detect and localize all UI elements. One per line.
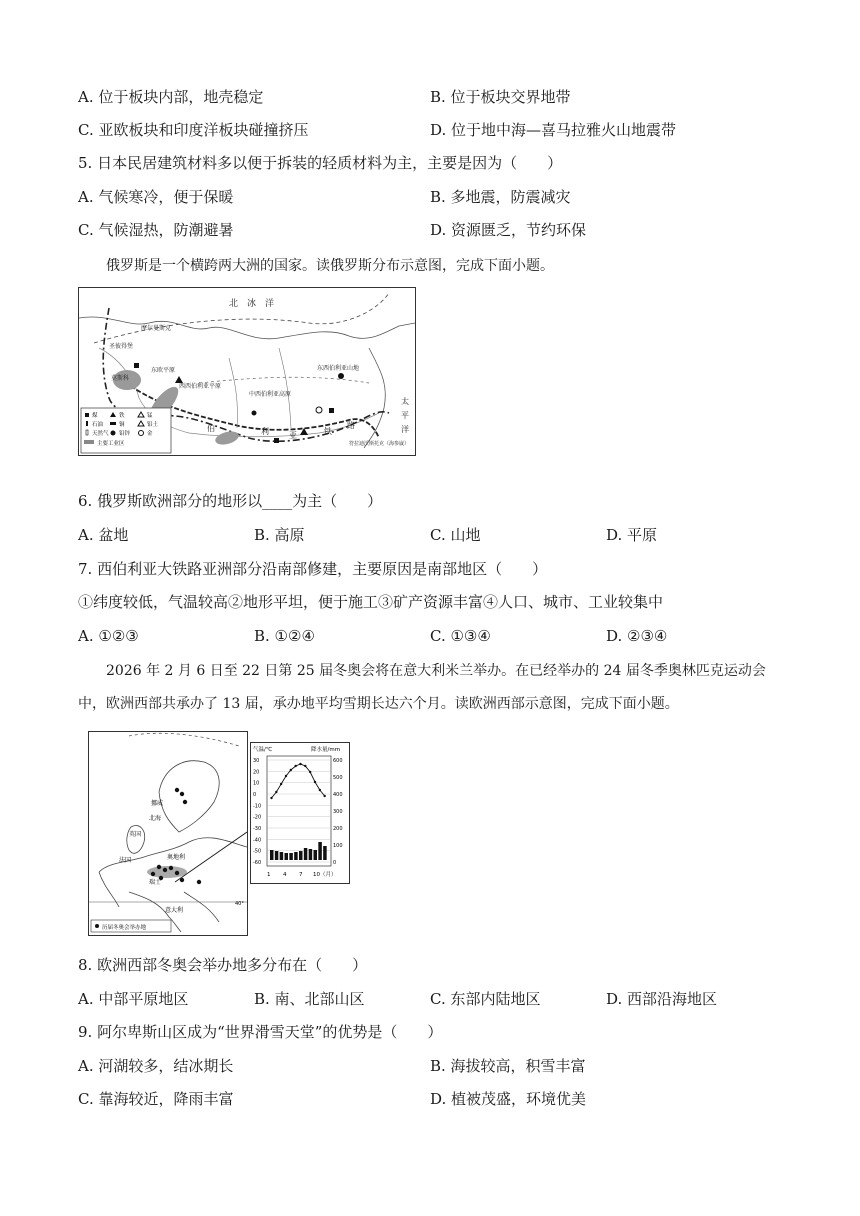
q7-option-c: C. ①③④ — [430, 627, 491, 645]
climate-precip-bar — [270, 850, 274, 860]
climate-month-1: 1 — [267, 872, 271, 878]
climate-temp-point — [280, 783, 282, 785]
climate-precip-bar — [314, 850, 318, 860]
russia-place-vladivostok: 符拉迪沃斯托克（海参崴） — [349, 441, 410, 447]
legend-oil: 石油 — [92, 422, 104, 428]
climate-precip-tick: 200 — [333, 826, 343, 832]
legend-bauxite: 铝土 — [147, 422, 159, 428]
climate-temp-point — [304, 765, 306, 767]
legend-copper: 铜 — [119, 422, 125, 428]
climate-temp-point — [270, 797, 272, 799]
climate-temp-tick: -40 — [253, 837, 262, 844]
legend-manganese: 锰 — [147, 413, 153, 419]
climate-temp-tick: -20 — [253, 814, 262, 821]
russia-intro: 俄罗斯是一个横跨两大洲的国家。读俄罗斯分布示意图，完成下面小题。 — [106, 258, 554, 274]
russia-rail-char-4: 铁 — [324, 427, 332, 436]
europe-legend-host: 历届冬奥会举办地 — [102, 925, 147, 931]
europe-place-france: 法国 — [119, 857, 132, 864]
legend-iron: 铁 — [119, 413, 125, 419]
climate-temp-tick: -10 — [253, 803, 262, 810]
climate-month-4: 4 — [283, 872, 287, 878]
climate-temp-point — [290, 769, 292, 771]
russia-place-east-siberian-mountains: 东西伯利亚山地 — [317, 365, 360, 372]
q4-option-d: D. 位于地中海—喜马拉雅火山地震带 — [430, 121, 677, 139]
climate-temp-point — [285, 775, 287, 777]
climate-temp-point — [299, 763, 301, 765]
q5-stem: 5. 日本民居建筑材料多以便于拆装的轻质材料为主，主要是因为（ ） — [78, 154, 563, 172]
q5-option-b: B. 多地震，防震减灾 — [430, 188, 571, 206]
climate-precip-bar — [323, 846, 327, 860]
climate-temp-tick: -30 — [253, 826, 262, 832]
legend-lead-zinc: 铅锌 — [119, 431, 131, 437]
q7-stem: 7. 西伯利亚大铁路亚洲部分沿南部修建，主要原因是南部地区（ ） — [78, 560, 548, 578]
russia-place-west-siberian-plain: 西西伯利亚平原 — [179, 383, 222, 390]
climate-temp-point — [314, 781, 316, 783]
europe-place-uk: 英国 — [129, 831, 142, 838]
q6-stem: 6. 俄罗斯欧洲部分的地形以____为主（ ） — [78, 492, 383, 510]
climate-month-10: 10（月） — [313, 872, 337, 878]
climate-precip-bar — [299, 851, 303, 860]
legend-industrial-area: 主要工业区 — [97, 441, 125, 447]
q8-option-a: A. 中部平原地区 — [78, 990, 189, 1008]
climate-precip-bar — [304, 848, 308, 860]
q7-option-b: B. ①②④ — [254, 627, 315, 645]
europe-lat-40: 40° — [235, 901, 244, 907]
q8-option-d: D. 西部沿海地区 — [606, 990, 718, 1008]
europe-place-italy: 意大利 — [165, 907, 184, 914]
russia-place-east-european-plain: 东欧平原 — [151, 367, 176, 374]
climate-temp-point — [323, 795, 325, 797]
q6-option-c: C. 山地 — [430, 526, 481, 544]
q6-option-d: D. 平原 — [606, 526, 658, 544]
climate-temp-point — [309, 771, 311, 773]
climate-precip-tick: 100 — [333, 843, 343, 849]
q7-statements: ①纬度较低，气温较高②地形平坦，便于施工③矿产资源丰富④人口、城市、工业较集中 — [78, 593, 664, 611]
q9-option-d: D. 植被茂盛，环境优美 — [430, 1090, 587, 1108]
q4-option-a: A. 位于板块内部，地壳稳定 — [78, 88, 264, 106]
russia-rail-char-1: 伯 — [207, 424, 215, 433]
legend-coal: 煤 — [92, 413, 98, 419]
climate-temp-tick: -50 — [253, 848, 262, 855]
russia-pacific-char-1: 太 — [401, 397, 409, 406]
europe-place-north-sea: 北海 — [149, 815, 162, 822]
climate-precip-bar — [318, 842, 322, 860]
climate-temp-tick: 0 — [253, 792, 257, 798]
russia-pacific-char-2: 平 — [401, 411, 409, 420]
climate-chart — [250, 742, 350, 884]
q5-option-a: A. 气候寒冷，便于保暖 — [78, 188, 234, 206]
q9-option-a: A. 河湖较多，结冰期长 — [78, 1057, 234, 1075]
q5-option-d: D. 资源匮乏，节约环保 — [430, 221, 587, 239]
climate-temp-tick: 10 — [253, 780, 260, 787]
climate-temp-point — [319, 789, 321, 791]
q4-option-b: B. 位于板块交界地带 — [430, 88, 571, 106]
russia-pacific-char-3: 洋 — [401, 425, 409, 434]
climate-temp-axis-title: 气温/℃ — [253, 747, 273, 753]
climate-precip-bar — [289, 853, 293, 860]
climate-precip-tick: 600 — [333, 758, 343, 764]
europe-place-austria: 奥地利 — [167, 854, 186, 861]
climate-precip-bar — [280, 852, 284, 860]
climate-temp-tick: -60 — [253, 860, 262, 866]
legend-gold: 金 — [147, 431, 153, 437]
q5-option-c: C. 气候湿热，防潮避暑 — [78, 221, 234, 239]
russia-map — [78, 287, 416, 456]
russia-rail-char-2: 利 — [261, 427, 269, 436]
climate-precip-tick: 0 — [333, 860, 337, 866]
q9-option-c: C. 靠海较近，降雨丰富 — [78, 1090, 234, 1108]
climate-precip-bar — [309, 849, 313, 860]
climate-precip-tick: 500 — [333, 775, 343, 781]
olympics-intro-line-1: 2026 年 2 月 6 日至 22 日第 25 届冬奥会将在意大利米兰举办。在已经举办的 24 届冬季奥林匹克运动会 — [106, 663, 766, 679]
russia-ocean-label: 北 冰 洋 — [229, 299, 275, 309]
climate-month-7: 7 — [299, 872, 303, 878]
legend-natural-gas: 天然气 — [92, 431, 109, 437]
climate-precip-bar — [275, 851, 279, 860]
q4-option-c: C. 亚欧板块和印度洋板块碰撞挤压 — [78, 121, 309, 139]
russia-rail-char-5: 路 — [347, 421, 355, 430]
q9-stem: 9. 阿尔卑斯山区成为“世界滑雪天堂”的优势是（ ） — [78, 1023, 443, 1041]
climate-precip-bar — [285, 853, 289, 860]
climate-temp-point — [294, 765, 296, 767]
climate-precip-axis-title: 降水量/mm — [311, 747, 341, 753]
russia-place-central-siberian-plateau: 中西伯利亚高原 — [249, 391, 292, 398]
europe-map — [88, 731, 248, 936]
climate-temp-tick: 30 — [253, 758, 260, 764]
climate-precip-tick: 300 — [333, 809, 343, 815]
q7-option-d: D. ②③④ — [606, 627, 668, 645]
russia-place-moscow: 莫斯科 — [111, 375, 130, 382]
q8-stem: 8. 欧洲西部冬奥会举办地多分布在（ ） — [78, 956, 368, 974]
olympics-intro-line-2: 中，欧洲西部共承办了 13 届，承办地平均雪期长达六个月。读欧洲西部示意图，完成下面小题。 — [78, 696, 679, 712]
climate-precip-bar — [294, 852, 298, 860]
russia-place-stpetersburg: 圣彼得堡 — [109, 343, 134, 350]
europe-place-norway: 挪威 — [151, 800, 164, 807]
q7-option-a: A. ①②③ — [78, 627, 139, 645]
q9-option-b: B. 海拔较高，积雪丰富 — [430, 1057, 586, 1075]
climate-temp-point — [275, 791, 277, 793]
europe-place-switzerland: 瑞士 — [149, 879, 162, 886]
russia-place-murmansk: 摩尔曼斯克 — [141, 325, 172, 332]
q6-option-b: B. 高原 — [254, 526, 305, 544]
q6-option-a: A. 盆地 — [78, 526, 129, 544]
q8-option-b: B. 南、北部山区 — [254, 990, 365, 1008]
russia-rail-char-3: 亚 — [289, 431, 297, 440]
q8-option-c: C. 东部内陆地区 — [430, 990, 541, 1008]
climate-precip-tick: 400 — [333, 792, 343, 798]
climate-temp-tick: 20 — [253, 769, 260, 776]
